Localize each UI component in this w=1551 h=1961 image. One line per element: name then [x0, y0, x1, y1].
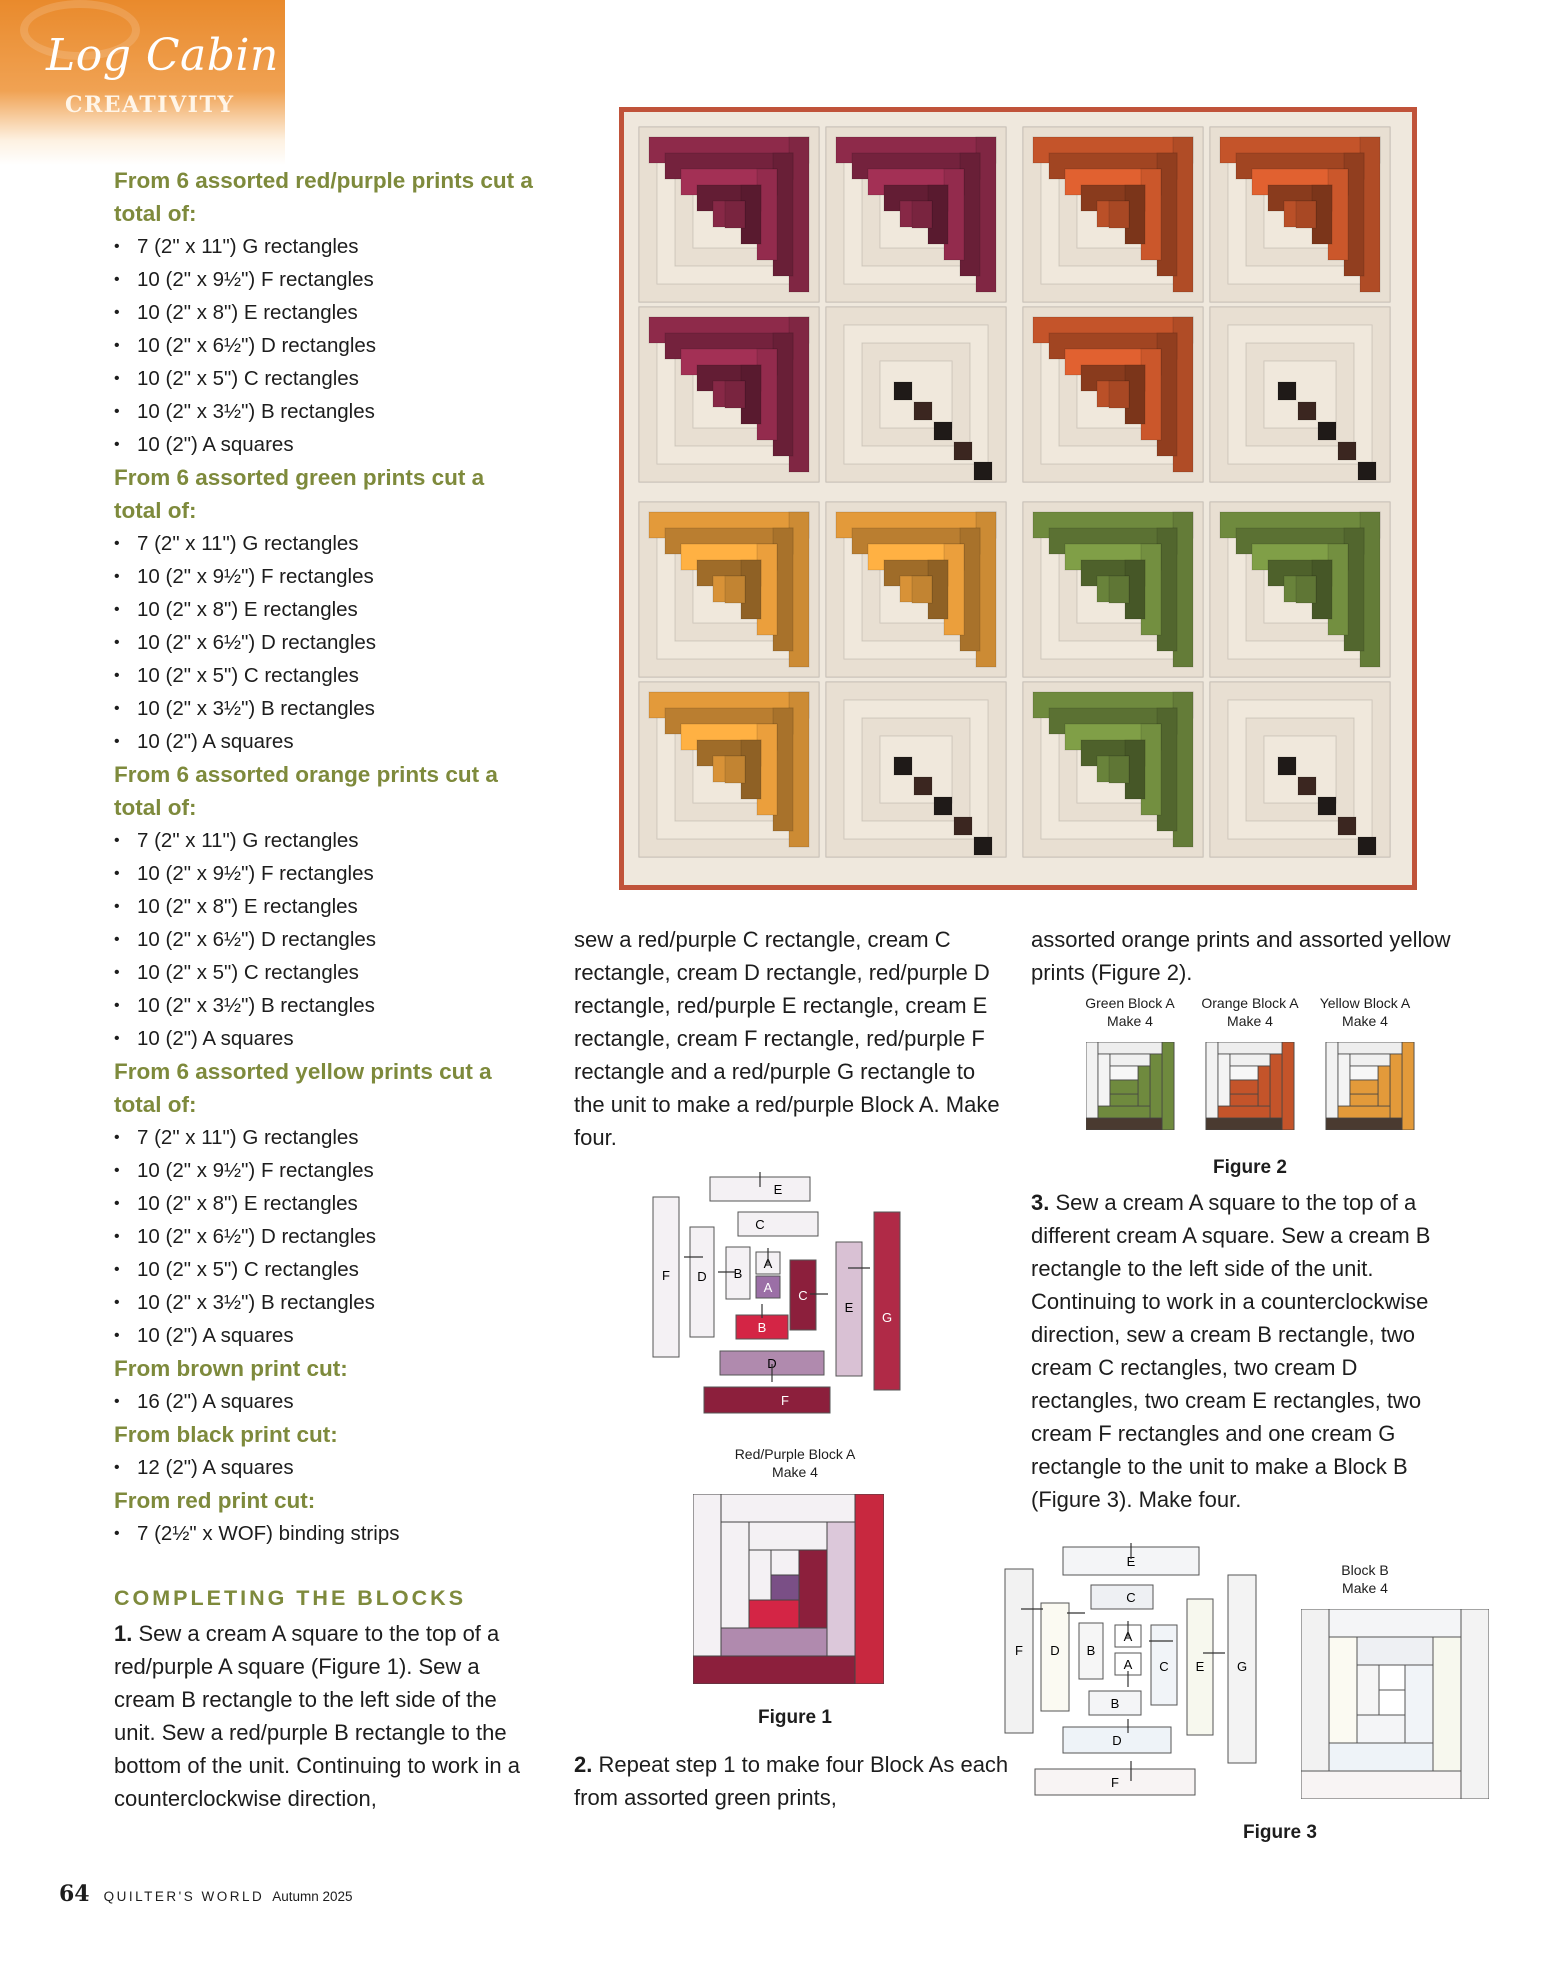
stem-square: [1298, 777, 1316, 795]
block-piece: [1270, 1054, 1282, 1118]
stem-square: [914, 777, 932, 795]
block-piece: [1098, 1106, 1150, 1118]
block-piece: [1110, 1080, 1138, 1094]
cutting-item: • 10 (2" x 9½") F rectangles: [114, 857, 534, 890]
piece-label: C: [1159, 1659, 1169, 1674]
block-piece: [1350, 1094, 1378, 1106]
block-piece: [1110, 1066, 1138, 1080]
figure-2-block: [1326, 1042, 1414, 1130]
block-piece: [1326, 1042, 1338, 1118]
cutting-item: • 10 (2" x 8") E rectangles: [114, 890, 534, 923]
step-body: Sew a cream A square to the top of a red/purple A square (Figure 1). Sew a cream B rectangle to the left side of the unit. Sew a red/purple B rectangle to the bottom of the unit. Continuing to work in a counterclockwise direction,: [114, 1621, 521, 1811]
step-body: Repeat step 1 to make four Block As each from assorted green prints,: [574, 1752, 1009, 1810]
block-piece: [1230, 1054, 1270, 1066]
block-piece: [1230, 1094, 1258, 1106]
stem-square: [934, 797, 952, 815]
cutting-item: • 10 (2" x 8") E rectangles: [114, 593, 534, 626]
cutting-item: • 7 (2" x 11") G rectangles: [114, 1121, 534, 1154]
piece-label: B: [757, 1320, 767, 1335]
block-piece: [1098, 1054, 1110, 1106]
issue-date: Autumn 2025: [272, 1889, 353, 1904]
step-number: 1.: [114, 1621, 133, 1646]
stem-square: [954, 442, 972, 460]
block-piece: [1338, 1042, 1402, 1054]
piece-label: B: [733, 1266, 743, 1281]
piece-label: B: [1086, 1643, 1096, 1658]
figure-2-make-yellow: Make 4: [1342, 1013, 1388, 1029]
piece-label: D: [1112, 1733, 1122, 1748]
piece-label: E: [773, 1182, 783, 1197]
piece-label: E: [1195, 1659, 1205, 1674]
figure-1-block-title: Red/Purple Block A: [734, 1446, 856, 1462]
leaf-log: [1109, 201, 1129, 228]
cutting-item: • 10 (2" x 6½") D rectangles: [114, 329, 534, 362]
figure-3-block-make: Make 4: [1342, 1580, 1388, 1596]
cutting-heading: From red print cut:: [114, 1488, 316, 1513]
piece-label: D: [767, 1356, 777, 1371]
piece-c-top: [1091, 1585, 1153, 1609]
block-piece: [1338, 1054, 1350, 1106]
block-piece: [1218, 1042, 1282, 1054]
block-piece: [1402, 1042, 1414, 1130]
cutting-item: • 10 (2") A squares: [114, 1022, 534, 1055]
stem-square: [914, 402, 932, 420]
stem-square: [1338, 817, 1356, 835]
step-2-text: [574, 1748, 1009, 1814]
section-title-script: Log Cabin: [46, 30, 279, 81]
block-piece: [1218, 1106, 1270, 1118]
block-piece: [1110, 1094, 1138, 1106]
step-body: Sew a cream A square to the top of a different cream A square. Sew a cream B rectangle to the left side of the unit. Continuing to work in a counterclockwise direction, sew a cream B rectangle, two cream C rectangles, two cream D rectangles, two cream E rectangles, two cream F rectangles and one cream G rectangle to the unit to make a Block B (Figure 3). Make four.: [1031, 1190, 1431, 1512]
piece-label: E: [1126, 1554, 1136, 1569]
step-2: [574, 1748, 1009, 1814]
stem-square: [1358, 462, 1376, 480]
section-header-corner: [0, 0, 285, 165]
cutting-item: • 10 (2" x 3½") B rectangles: [114, 1286, 534, 1319]
leaf-log: [725, 756, 745, 783]
stem-square: [934, 422, 952, 440]
stem-square: [1318, 422, 1336, 440]
stem-square: [954, 817, 972, 835]
cutting-item: • 10 (2" x 5") C rectangles: [114, 1253, 534, 1286]
block-piece: [1150, 1054, 1162, 1118]
block-piece: [1206, 1042, 1218, 1118]
cutting-item: • 7 (2" x 11") G rectangles: [114, 230, 534, 263]
stem-square: [1298, 402, 1316, 420]
figure-1-diagram: [648, 1172, 910, 1420]
step-1-continued: [574, 923, 1009, 1154]
cutting-item: • 10 (2" x 8") E rectangles: [114, 1187, 534, 1220]
step-3: [1031, 1186, 1471, 1516]
leaf-log: [725, 201, 745, 228]
figure-2-block: [1206, 1042, 1294, 1130]
section-heading: COMPLETING THE BLOCKS: [114, 1586, 467, 1610]
stem-square: [894, 382, 912, 400]
cutting-item: • 10 (2" x 9½") F rectangles: [114, 1154, 534, 1187]
leaf-log: [1296, 576, 1316, 603]
piece-label: B: [1110, 1696, 1120, 1711]
cutting-item: • 10 (2" x 3½") B rectangles: [114, 395, 534, 428]
cutting-item: • 10 (2") A squares: [114, 725, 534, 758]
cutting-item: • 10 (2") A squares: [114, 428, 534, 461]
block-piece: [1110, 1054, 1150, 1066]
figure-3-caption: Figure 3: [1243, 1822, 1317, 1843]
piece-label: A: [763, 1256, 773, 1271]
stem-square: [1358, 837, 1376, 855]
piece-label: C: [798, 1288, 808, 1303]
cutting-item: • 10 (2" x 5") C rectangles: [114, 659, 534, 692]
cutting-heading: From black print cut:: [114, 1422, 338, 1447]
figure-2-title-orange: Orange Block A: [1201, 995, 1299, 1011]
piece-label: A: [1123, 1657, 1133, 1672]
cutting-item: • 7 (2" x 11") G rectangles: [114, 824, 534, 857]
quilt-photo: [619, 107, 1417, 890]
leaf-log: [1109, 381, 1129, 408]
piece-g-right: [874, 1212, 900, 1390]
piece-label: C: [1126, 1590, 1136, 1605]
figure-3-diagram: [1003, 1543, 1263, 1803]
figure-3-finished-block: [1301, 1609, 1489, 1799]
cutting-item: • 10 (2") A squares: [114, 1319, 534, 1352]
magazine-name: QUILTER'S WORLD: [103, 1889, 265, 1904]
block-piece: [1390, 1054, 1402, 1118]
block-piece: [1086, 1042, 1098, 1118]
piece-c-top: [738, 1212, 818, 1236]
stem-square: [1278, 757, 1296, 775]
block-piece: [1206, 1118, 1282, 1130]
block-piece: [1350, 1080, 1378, 1094]
cutting-item: • 16 (2") A squares: [114, 1385, 534, 1418]
block-piece: [1326, 1118, 1402, 1130]
block-piece: [1162, 1042, 1174, 1130]
step-1-text: [114, 1617, 534, 1815]
piece-f-red: [704, 1387, 830, 1413]
piece-label: D: [697, 1269, 707, 1284]
step-2-continued: [1031, 923, 1471, 989]
cutting-list: [114, 164, 534, 1550]
cutting-item: • 10 (2" x 9½") F rectangles: [114, 263, 534, 296]
leaf-log: [912, 201, 932, 228]
figure-1-caption: Figure 1: [758, 1707, 832, 1728]
figure-2-blocks: [1086, 1042, 1416, 1130]
leaf-log: [912, 576, 932, 603]
block-piece: [1138, 1066, 1150, 1106]
block-piece: [1338, 1106, 1390, 1118]
step-number: 3.: [1031, 1190, 1050, 1215]
cutting-heading: From brown print cut:: [114, 1356, 348, 1381]
leaf-log: [1296, 201, 1316, 228]
leaf-log: [725, 381, 745, 408]
cutting-heading: From 6 assorted orange prints cut a total of:: [114, 762, 498, 820]
block-piece: [1350, 1054, 1390, 1066]
block-piece: [1230, 1066, 1258, 1080]
piece-label: C: [755, 1217, 765, 1232]
block-piece: [1086, 1118, 1162, 1130]
cutting-item: • 7 (2½" x WOF) binding strips: [114, 1517, 534, 1550]
figure-2-block: [1086, 1042, 1174, 1130]
piece-label: F: [1111, 1775, 1119, 1790]
step-3-text: [1031, 1186, 1471, 1516]
figure-1-block-make: Make 4: [772, 1464, 818, 1480]
stem-square: [894, 757, 912, 775]
stem-square: [1278, 382, 1296, 400]
cutting-item: • 12 (2") A squares: [114, 1451, 534, 1484]
figure-2-make-orange: Make 4: [1227, 1013, 1273, 1029]
cutting-item: • 10 (2" x 6½") D rectangles: [114, 923, 534, 956]
block-piece: [1218, 1054, 1230, 1106]
stem-square: [1338, 442, 1356, 460]
step-body: assorted orange prints and assorted yellow prints (Figure 2).: [1031, 927, 1451, 985]
step-number: 2.: [574, 1752, 593, 1777]
leaf-log: [1109, 576, 1129, 603]
piece-label: F: [1015, 1643, 1023, 1658]
cutting-item: • 10 (2" x 3½") B rectangles: [114, 692, 534, 725]
block-piece: [1230, 1080, 1258, 1094]
cutting-item: • 10 (2" x 5") C rectangles: [114, 956, 534, 989]
piece-label: D: [1050, 1643, 1060, 1658]
block-piece: [1282, 1042, 1294, 1130]
piece-label: F: [662, 1268, 670, 1283]
cutting-heading: From 6 assorted red/purple prints cut a total of:: [114, 168, 533, 226]
cutting-item: • 10 (2" x 3½") B rectangles: [114, 989, 534, 1022]
stem-square: [1318, 797, 1336, 815]
piece-label: G: [1236, 1659, 1248, 1674]
section-title-caps: CREATIVITY: [65, 92, 235, 118]
cutting-item: • 10 (2" x 6½") D rectangles: [114, 626, 534, 659]
stem-square: [974, 462, 992, 480]
step-body: sew a red/purple C rectangle, cream C rectangle, cream D rectangle, red/purple D rectangle, red/purple E rectangle, cream E rectangle, cream F rectangle, red/purple F rectangle and a red/purple G rectangle to the unit to make a red/purple Block A. Make four.: [574, 927, 1000, 1150]
block-piece: [1350, 1066, 1378, 1080]
leaf-log: [725, 576, 745, 603]
piece-label: G: [881, 1310, 893, 1325]
piece-label: A: [763, 1280, 773, 1295]
piece-label: A: [1123, 1629, 1133, 1644]
page-footer: [59, 1881, 353, 1907]
cutting-heading: From 6 assorted green prints cut a total of:: [114, 465, 485, 523]
cutting-item: • 10 (2" x 9½") F rectangles: [114, 560, 534, 593]
block-piece: [1378, 1066, 1390, 1106]
stem-square: [974, 837, 992, 855]
completing-section: [114, 1583, 534, 1815]
cutting-heading: From 6 assorted yellow prints cut a total of:: [114, 1059, 492, 1117]
figure-1-finished-block: [693, 1494, 884, 1684]
cutting-item: • 7 (2" x 11") G rectangles: [114, 527, 534, 560]
cutting-item: • 10 (2" x 6½") D rectangles: [114, 1220, 534, 1253]
cutting-item: • 10 (2" x 8") E rectangles: [114, 296, 534, 329]
block-piece: [1258, 1066, 1270, 1106]
figure-2-title-yellow: Yellow Block A: [1319, 995, 1411, 1011]
leaf-log: [1109, 756, 1129, 783]
figure-2-caption: Figure 2: [1213, 1157, 1287, 1178]
piece-label: F: [781, 1393, 789, 1408]
cutting-item: • 10 (2" x 5") C rectangles: [114, 362, 534, 395]
figure-2-make-green: Make 4: [1107, 1013, 1153, 1029]
figure-3-block-title: Block B: [1341, 1562, 1389, 1578]
block-piece: [1098, 1042, 1162, 1054]
figure-2-title-green: Green Block A: [1085, 995, 1175, 1011]
piece-label: E: [844, 1300, 854, 1315]
page-number: 64: [59, 1881, 90, 1907]
